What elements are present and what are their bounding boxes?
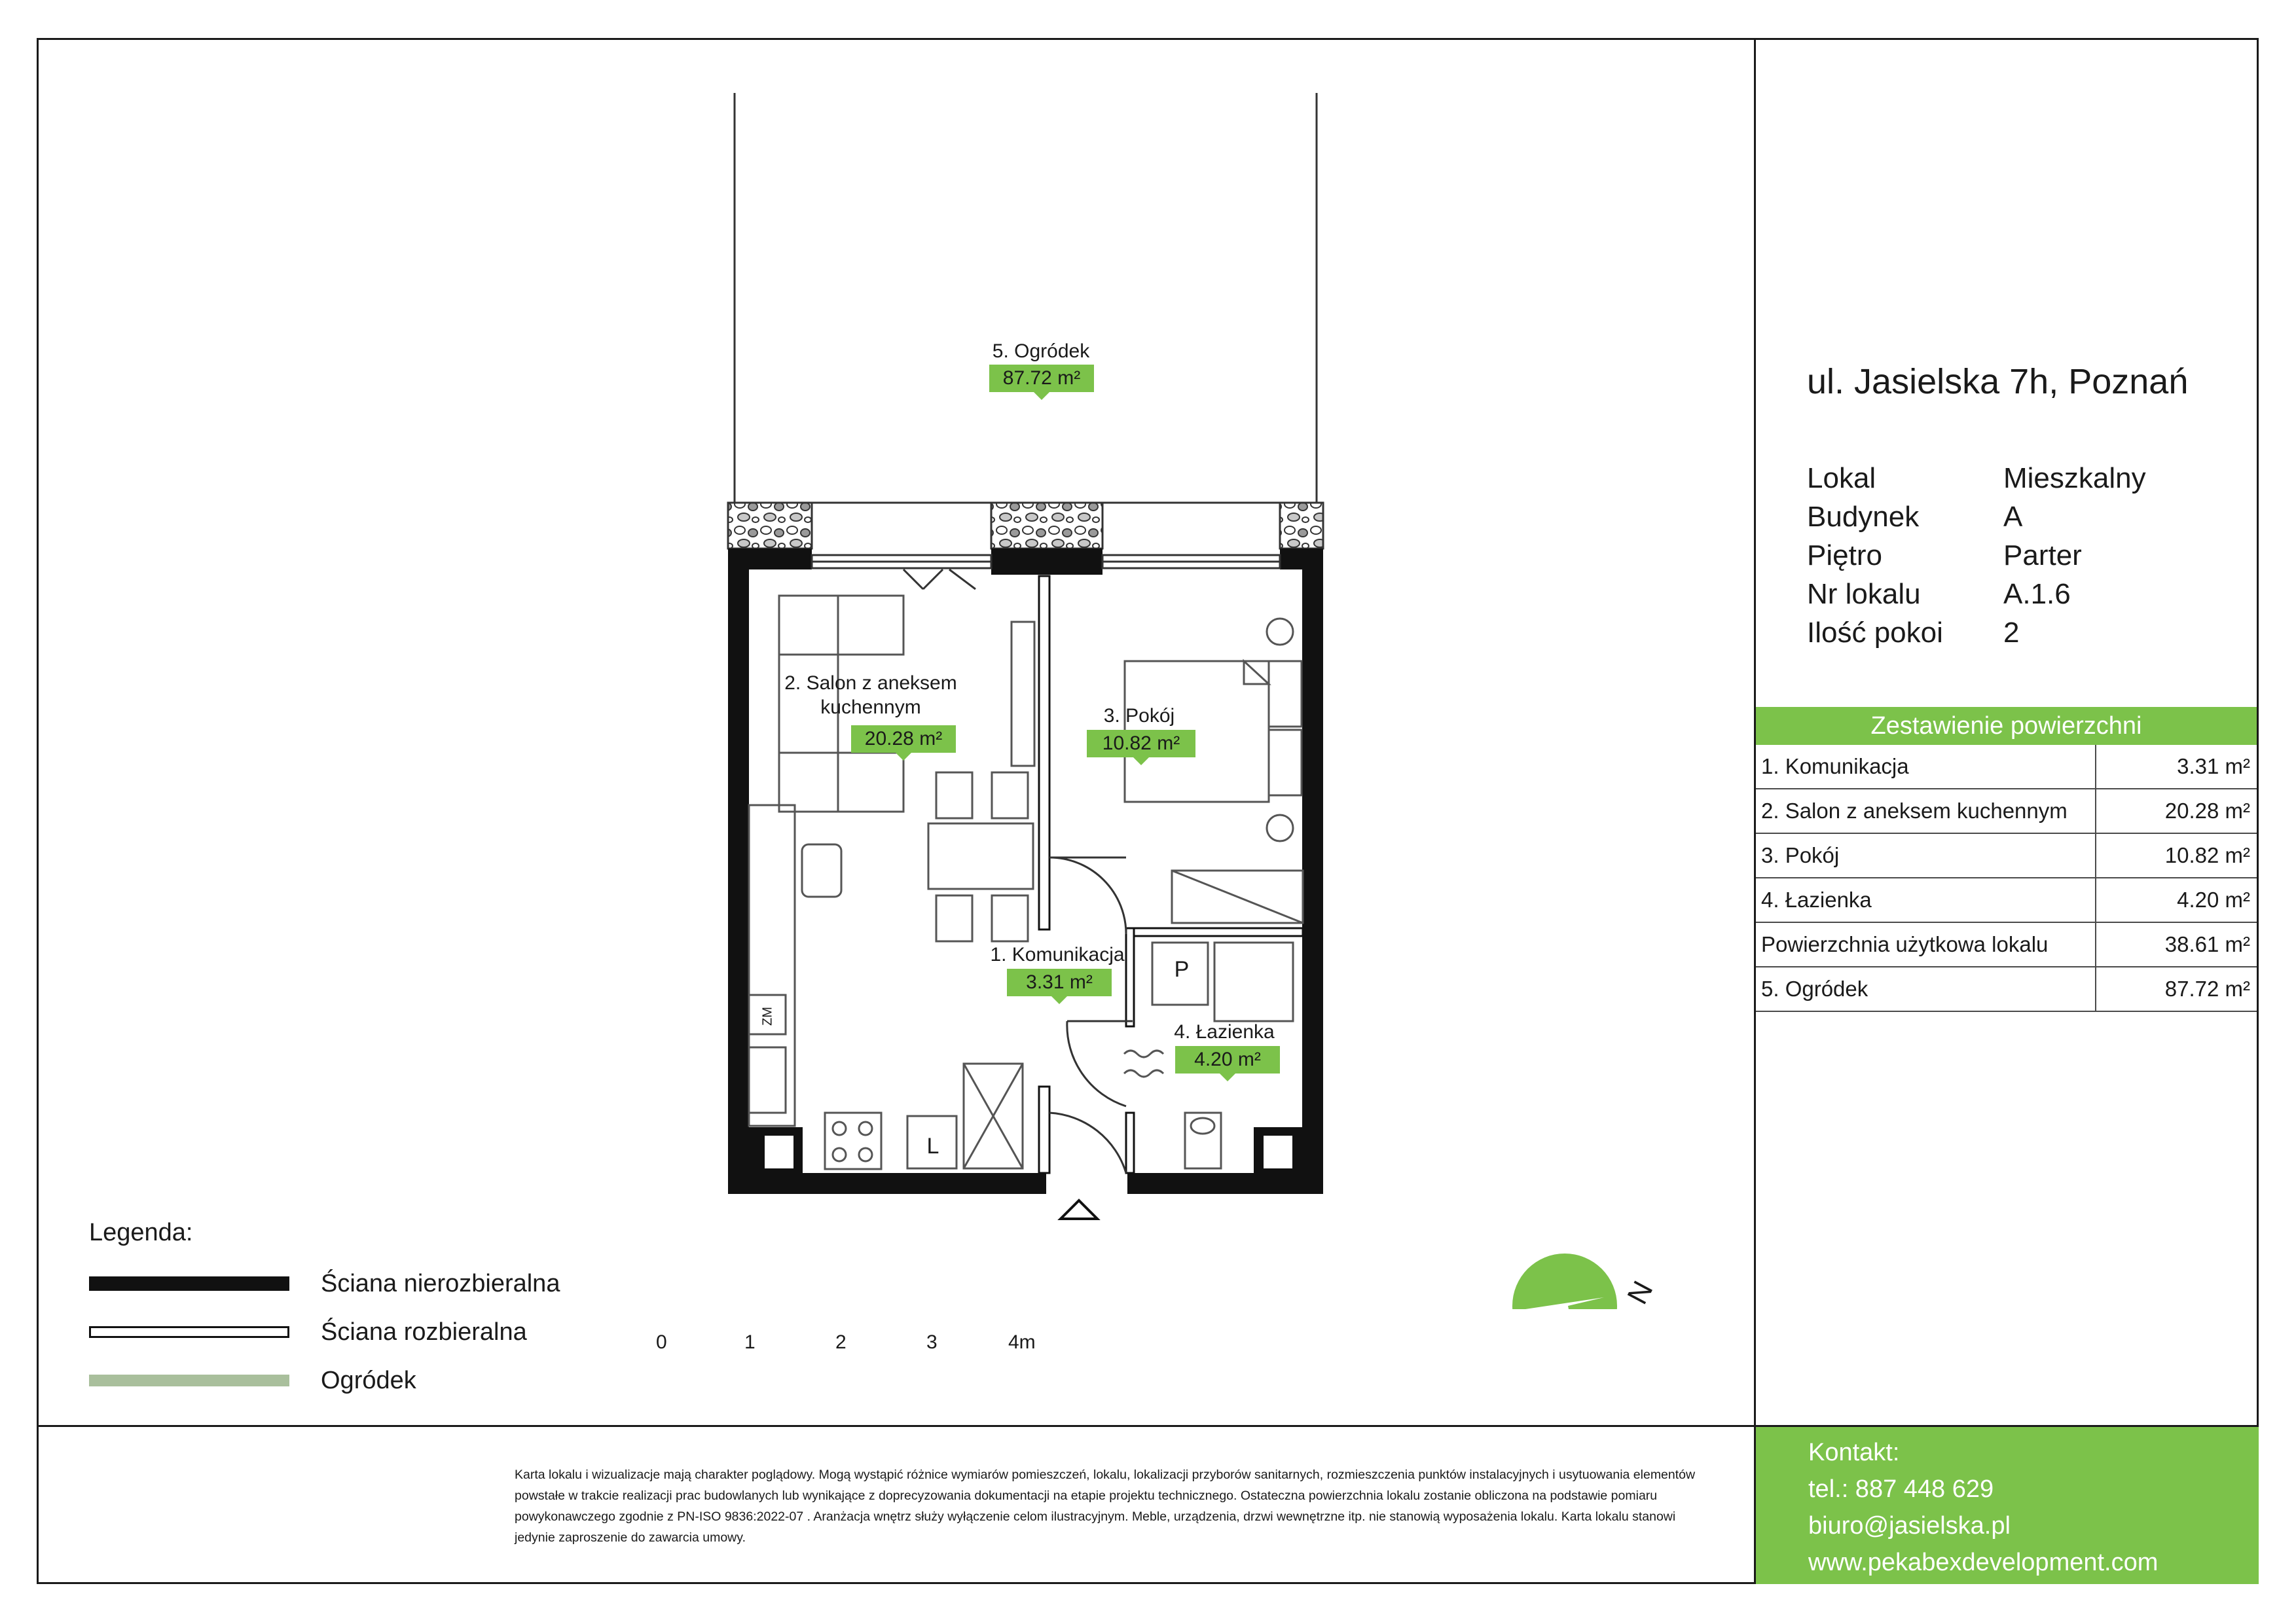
contact-website[interactable]: www.pekabexdevelopment.com [1808,1549,2159,1576]
contact-email[interactable]: biuro@jasielska.pl [1808,1512,2011,1540]
area-badge-lazienka: 4.20 m² [1175,1046,1280,1074]
area-row-name: 2. Salon z aneksem kuchennym [1761,799,2068,823]
contact-box [1756,1427,2259,1584]
area-row-value: 20.28 m² [2164,799,2250,823]
table-row [1756,745,2257,789]
area-row-value: 4.20 m² [2177,888,2250,912]
area-row-name: 3. Pokój [1761,843,1840,867]
fixture-label-zm: ZM [760,1007,775,1026]
stone-strip-left [728,503,812,549]
info-key-nr-lokalu: Nr lokalu [1807,578,1921,610]
legend-swatch-partition [89,1326,289,1338]
info-value-ilosc-pokoi: 2 [2003,617,2020,649]
door-swings [903,569,1133,1173]
address: ul. Jasielska 7h, Poznań [1807,362,2189,401]
table-row [1756,923,2257,967]
area-badge-komunikacja: 3.31 m² [1007,969,1112,996]
table-row [1756,834,2257,878]
fixture-label-p: P [1174,957,1190,982]
info-key-pietro: Piętro [1807,539,1882,571]
room-label-salon-line2: kuchennym [820,696,921,718]
area-summary-table [1756,707,2257,1012]
room-label-salon-line1: 2. Salon z aneksem [784,672,957,694]
info-value-pietro: Parter [2003,539,2082,571]
scale-label-3: 3 [926,1331,938,1353]
room-label-komunikacja: 1. Komunikacja [990,944,1125,965]
area-badge-pokoj: 10.82 m² [1087,730,1195,757]
compass-icon [1512,1254,1617,1309]
area-row-value: 10.82 m² [2164,843,2250,867]
room-label-pokoj: 3. Pokój [1103,705,1175,727]
area-table-title: Zestawienie powierzchni [1756,707,2257,745]
legend-swatch-garden [89,1375,289,1386]
area-row-value: 3.31 m² [2177,754,2250,778]
legend-label-garden: Ogródek [321,1367,416,1394]
stone-strip-right [1280,503,1323,549]
scale-label-4m: 4m [1008,1331,1036,1353]
info-key-ilosc-pokoi: Ilość pokoi [1807,617,1943,649]
legend-label-bearing: Ściana nierozbieralna [321,1270,560,1297]
kitchen [749,805,1023,1169]
area-row-name: Powierzchnia użytkowa lokalu [1761,932,2049,956]
stone-strip-middle [991,503,1102,549]
info-value-lokal: Mieszkalny [2003,462,2146,494]
area-row-name: 4. Łazienka [1761,888,1872,912]
legend-label-partition: Ściana rozbieralna [321,1318,527,1346]
legend-title: Legenda: [89,1219,193,1246]
table-row [1756,789,2257,834]
contact-title: Kontakt: [1808,1439,1900,1466]
area-row-name: 5. Ogródek [1761,977,1868,1001]
area-badge-garden: 87.72 m² [989,365,1094,392]
disclaimer-text: Karta lokalu i wizualizacje mają charakter poglądowy. Mogą wystąpić różnice wymiarów pomieszczeń, lokalu, lokalizacji przyborów sanitarnych, rozmieszczenia punktów instalacyjnych i usytuowania elementów powstałe w trakcie realizacji prac budowlanych lub wynikające z doprecyzowania dokumentacji na etapie projektu technicznego. Ostateczna powierzchnia lokalu zostanie obliczona na podstawie pomiaru powykonawczego zgodnie z PN-ISO 9836:2022-07 . Aranżacja wnętrz służy wyłączenie celom ilustracyjnym. Meble, urządzenia, drzwi wewnętrzne itp. nie stanowią wyposażenia lokalu. Karta lokalu stanowi jedynie zaproszenie do zawarcia umowy. [515,1468,1696,1545]
info-key-budynek: Budynek [1807,501,1920,533]
room-label-lazienka: 4. Łazienka [1174,1021,1275,1043]
scale-label-1: 1 [744,1331,756,1353]
table-row [1756,967,2257,1012]
area-row-value: 87.72 m² [2164,977,2250,1001]
entrance-marker [1061,1200,1097,1219]
room-label-garden: 5. Ogródek [992,340,1090,362]
fixture-label-l: L [926,1134,939,1159]
legend-swatch-bearing [89,1276,289,1291]
scale-label-0: 0 [656,1331,667,1353]
bed [1125,619,1303,923]
scale-label-2: 2 [835,1331,847,1353]
area-badge-salon: 20.28 m² [851,725,956,753]
north-label: N [1621,1276,1660,1310]
info-value-budynek: A [2003,501,2023,533]
dining-set [928,772,1033,941]
tv-cabinet [1011,622,1034,766]
table-row [1756,878,2257,923]
area-row-name: 1. Komunikacja [1761,754,1909,778]
info-value-nr-lokalu: A.1.6 [2003,578,2071,610]
area-row-value: 38.61 m² [2164,932,2250,956]
contact-phone[interactable]: tel.: 887 448 629 [1808,1475,1994,1503]
info-key-lokal: Lokal [1807,462,1876,494]
